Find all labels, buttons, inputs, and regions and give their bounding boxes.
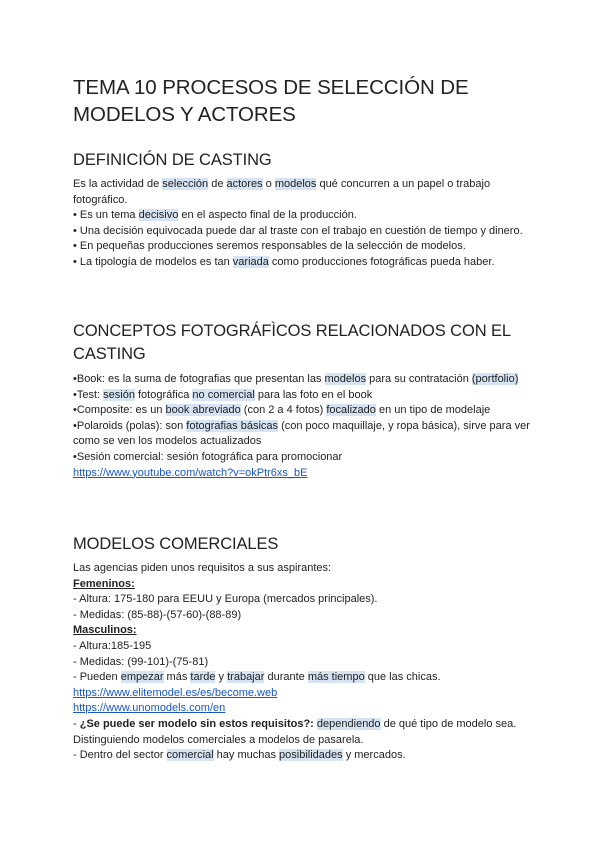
highlight: focalizado [326, 404, 376, 417]
highlight: posibilidades [279, 749, 343, 762]
definition-paragraph: Es la actividad de selección de actores o modelos qué concurren a un papel o trabajo fotográfico. [73, 178, 491, 206]
highlight: dependiendo [316, 717, 381, 730]
femeninos-altura: - Altura: 175-180 para EEUU y Europa (mercados principales). [73, 593, 378, 606]
masculinos-medidas: - Medidas: (99-101)-(75-81) [73, 655, 209, 668]
youtube-link[interactable]: https://www.youtube.com/watch?v=okPtr6xs_bE [73, 466, 308, 479]
highlight: no comercial [192, 388, 255, 401]
concept-sesion-comercial: •Sesión comercial: sesión fotográfica para promocionar [73, 450, 343, 463]
femeninos-label: Femeninos: [73, 577, 135, 590]
highlight: trabajar [227, 671, 265, 684]
section-heading-conceptos: CONCEPTOS FOTOGRÁFÌCOS RELACIONADOS CON EL CASTING [73, 322, 511, 363]
highlight: fotografias básicas [186, 419, 279, 432]
concept-book: •Book: es la suma de fotografias que presentan las modelos para su contratación (portfolio) [73, 373, 519, 385]
highlight: book abreviado [165, 404, 241, 417]
highlight: actores [226, 178, 263, 190]
document-title: TEMA 10 PROCESOS DE SELECCIÓN DE MODELOS Y ACTORES [73, 76, 469, 126]
highlight: tarde [190, 671, 216, 684]
section-heading-modelos-comerciales: MODELOS COMERCIALES [73, 535, 279, 553]
masculinos-label: Masculinos: [73, 624, 137, 637]
concept-composite: •Composite: es un book abreviado (con 2 a 4 fotos) focalizado en un tipo de modelaje [73, 404, 491, 417]
highlight: modelos [324, 373, 367, 385]
highlight: (portfolio) [471, 373, 519, 385]
masculinos-altura: - Altura:185-195 [73, 639, 152, 652]
unomodels-link[interactable]: https://www.unomodels.com/en [73, 702, 226, 715]
concept-polaroids: •Polaroids (polas): son fotografias básicas (con poco maquillaje, y ropa básica), sirve para ver como se ven los modelos actualizados [73, 419, 530, 448]
highlight: variada [232, 255, 269, 268]
section-body-modelos-comerciales [73, 561, 533, 764]
highlight: modelos [274, 178, 317, 190]
section-body-definicion [73, 177, 533, 271]
sector-paragraph: - Dentro del sector comercial hay muchas posibilidades y mercados. [73, 749, 406, 762]
concept-test: •Test: sesión fotográfica no comercial para las foto en el book [73, 388, 373, 401]
highlight: comercial [166, 749, 214, 762]
requirements-intro: Las agencias piden unos requisitos a sus aspirantes: [73, 562, 332, 574]
section-body-conceptos [73, 372, 533, 481]
highlight: sesión [103, 388, 135, 401]
masculinos-note: - Pueden empezar más tarde y trabajar durante más tiempo que las chicas. [73, 671, 441, 684]
section-heading-definicion: DEFINICIÓN DE CASTING [73, 151, 272, 169]
question-paragraph: - ¿Se puede ser modelo sin estos requisitos?: dependiendo de qué tipo de modelo sea. Distinguiendo modelos comerciales a modelos de pasarela. [73, 717, 517, 746]
bullet-item: • La tipología de modelos es tan variada como producciones fotográficas pueda haber. [73, 255, 495, 268]
highlight: empezar [120, 671, 164, 684]
highlight: selección [162, 178, 209, 190]
bullet-item: • En pequeñas producciones seremos responsables de la selección de modelos. [73, 240, 466, 253]
bullet-item: • Una decisión equivocada puede dar al traste con el trabajo en cuestión de tiempo y dinero. [73, 224, 523, 237]
femeninos-medidas: - Medidas: (85-88)-(57-60)-(88-89) [73, 608, 242, 621]
elitemodel-link[interactable]: https://www.elitemodel.es/es/become.web [73, 686, 278, 699]
bullet-item: • Es un tema decisivo en el aspecto final de la producción. [73, 209, 357, 222]
highlight: más tiempo [307, 671, 365, 684]
highlight: decisivo [138, 209, 179, 222]
